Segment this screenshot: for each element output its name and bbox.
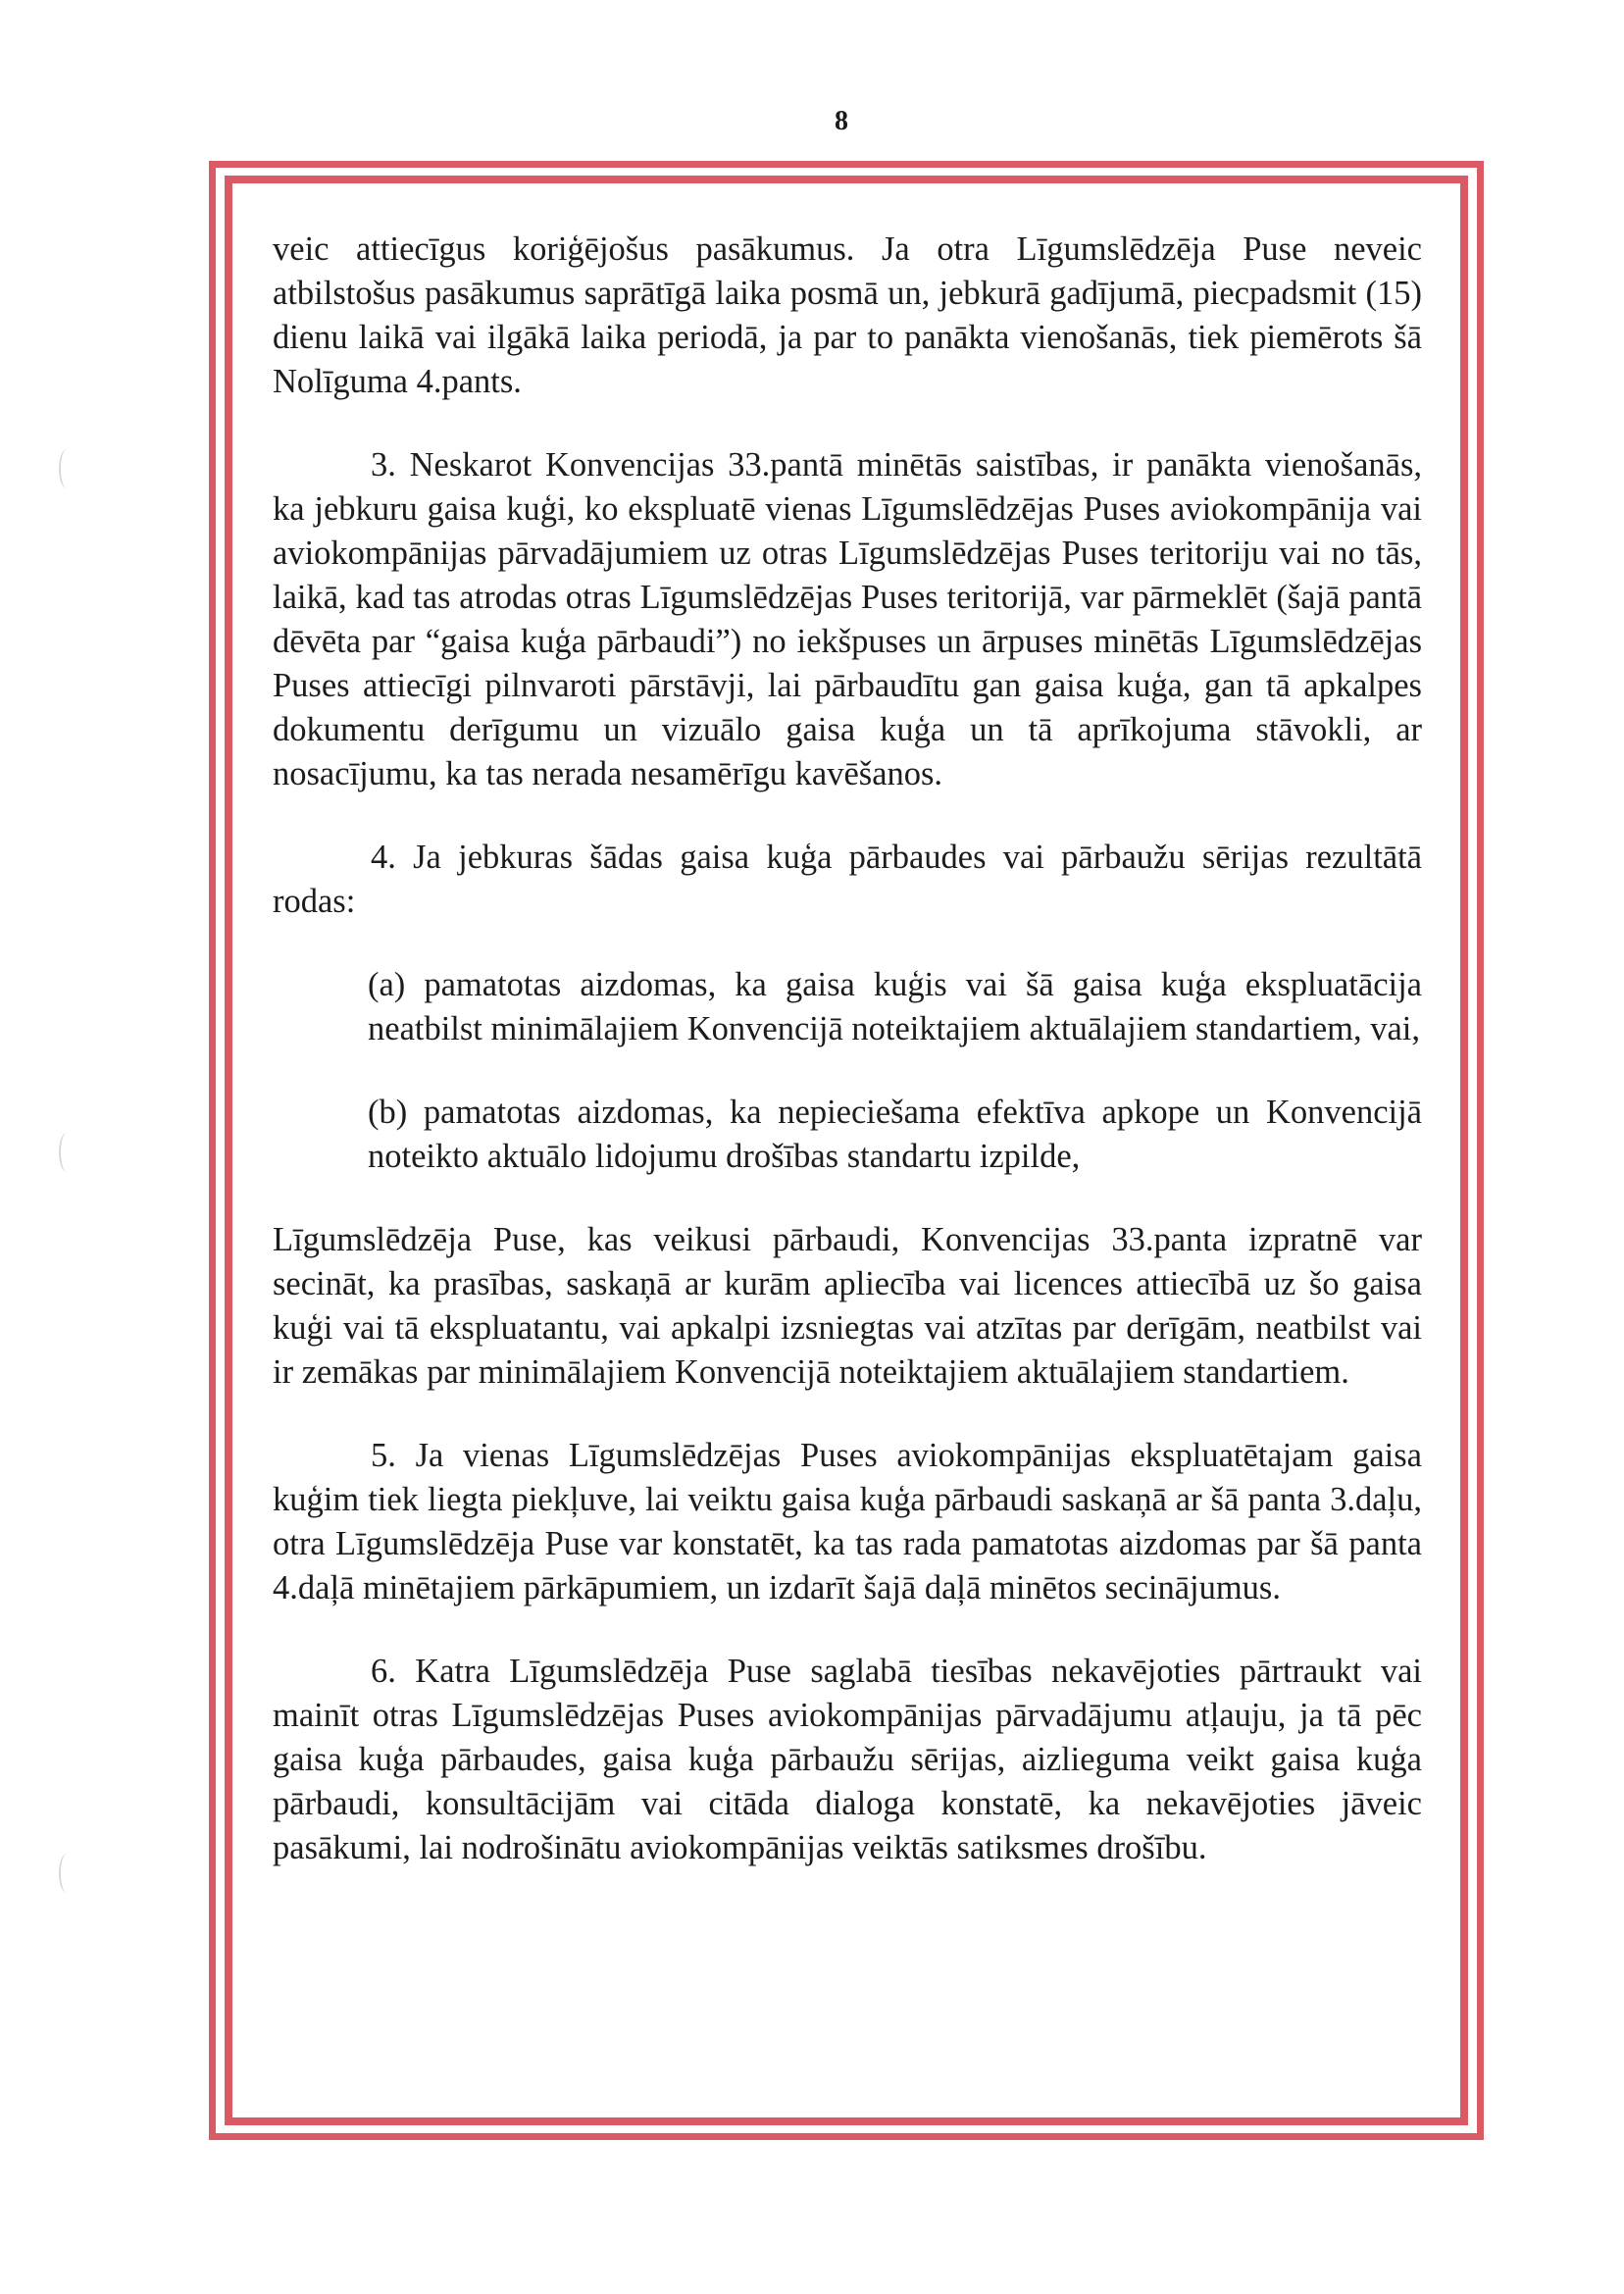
paragraph-4: 4. Ja jebkuras šādas gaisa kuģa pārbaudes vai pārbaužu sērijas rezultātā rodas: (273, 839, 1422, 920)
page-number: 8 (835, 106, 848, 136)
punch-hole-mark (59, 449, 75, 488)
punch-hole-mark (59, 1133, 75, 1172)
paragraph-3: 3. Neskarot Konvencijas 33.pantā minētās saistības, ir panākta vienošanās, ka jebkuru gaisa kuģi, ko ekspluatē vienas Līgumslēdzējas Puses aviokompānija vai aviokompānijas pārvadājumiem uz otras Līgumslēdzējas Puses teritoriju vai no tās, laikā, kad tas atrodas otras Līgumslēdzējas Puses teritorijā, var pārmeklēt (šajā pantā dēvēta par “gaisa kuģa pārbaudi”) no iekšpuses un ārpuses minētās Līgumslēdzējas Puses attiecīgi pilnvaroti pārstāvji, lai pārbaudītu gan gaisa kuģa, gan tā apkalpes dokumentu derīgumu un vizuālo gaisa kuģa un tā aprīkojuma stāvokli, ar nosacījumu, ka tas nerada nesamērīgu kavēšanos. (273, 446, 1422, 792)
punch-hole-mark (59, 1854, 75, 1893)
paragraph-4b: (b) pamatotas aizdomas, ka nepieciešama efektīva apkope un Konvencijā noteikto aktuālo lidojumu drošības standartu izpilde, (368, 1094, 1422, 1175)
paragraph-4-conclusion: Līgumslēdzēja Puse, kas veikusi pārbaudi, Konvencijas 33.panta izpratnē var secināt, ka prasības, saskaņā ar kurām apliecība vai licences attiecībā uz šo gaisa kuģi vai tā ekspluatantu, vai apkalpi izsniegtas vai atzītas par derīgām, neatbilst vai ir zemākas par minimālajiem Konvencijā noteiktajiem aktuālajiem standartiem. (273, 1221, 1422, 1391)
document-body (273, 228, 1422, 1910)
paragraph-continuation: veic attiecīgus koriģējošus pasākumus. Ja otra Līgumslēdzēja Puse neveic atbilstošus pasākumus saprātīgā laika posmā un, jebkurā gadījumā, piecpadsmit (15) dienu laikā vai ilgākā laika periodā, ja par to panākta vienošanās, tiek piemērots šā Nolīguma 4.pants. (273, 230, 1422, 400)
paragraph-4a: (a) pamatotas aizdomas, ka gaisa kuģis vai šā gaisa kuģa ekspluatācija neatbilst minimālajiem Konvencijā noteiktajiem aktuālajiem standartiem, vai, (368, 966, 1422, 1047)
paragraph-6: 6. Katra Līgumslēdzēja Puse saglabā tiesības nekavējoties pārtraukt vai mainīt otras Līgumslēdzējas Puses aviokompānijas pārvadājumu atļauju, ja tā pēc gaisa kuģa pārbaudes, gaisa kuģa pārbaužu sērijas, aizlieguma veikt gaisa kuģa pārbaudi, konsultācijām vai citāda dialoga konstatē, ka nekavējoties jāveic pasākumi, lai nodrošinātu aviokompānijas veiktās satiksmes drošību. (273, 1653, 1422, 1866)
paragraph-5: 5. Ja vienas Līgumslēdzējas Puses aviokompānijas ekspluatētajam gaisa kuģim tiek liegta piekļuve, lai veiktu gaisa kuģa pārbaudi saskaņā ar šā panta 3.daļu, otra Līgumslēdzēja Puse var konstatēt, ka tas rada pamatotas aizdomas par šā panta 4.daļā minētajiem pārkāpumiem, un izdarīt šajā daļā minētos secinājumus. (273, 1437, 1422, 1606)
